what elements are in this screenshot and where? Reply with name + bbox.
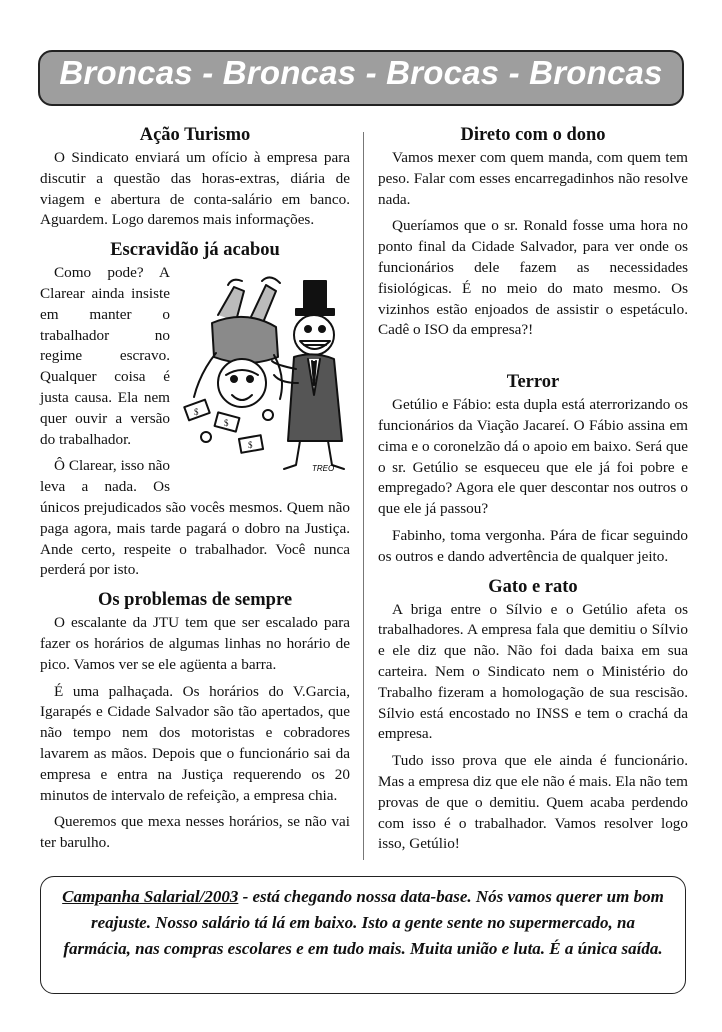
column-divider: [363, 132, 364, 860]
paragraph: Getúlio e Fábio: esta dupla está aterrorizando os funcionários da Viação Jacareí. O Fábio assina em cima e o coronelzão dá o apoio em baixo. Será que o sr. Getúlio se esqueceu que ele já foi pobre e empregado? Agora ele quer descontar nos outros o que ele já passou?: [378, 396, 688, 518]
section-title: Os problemas de sempre: [97, 590, 293, 611]
section-terror: [378, 369, 688, 567]
paragraph: Vamos mexer com quem manda, com quem tem peso. Falar com esses encarregadinhos não resolve nada.: [378, 149, 688, 208]
paragraph: É uma palhaçada. Os horários do V.Garcia, Igarapés e Cidade Salvador são tão apertados, que não tempo nem dos motoristas e cobradores lavarem as mãos. Depois que o funcionário sai da empresa e entra na Justiça requerendo os 20 minutos de intervalo de refeição, a empresa chia.: [40, 682, 350, 804]
cartoon-image: [176, 265, 350, 479]
paragraph: Fabinho, toma vergonha. Pára de ficar seguindo os outros e dando advertência de qualquer jeito.: [378, 526, 688, 565]
cartoon-signature: TREO: [312, 464, 335, 474]
section-title: Escravidão já acabou: [110, 240, 280, 261]
spacer: [378, 347, 688, 369]
campaign-box: [40, 876, 686, 994]
section-title: Terror: [506, 372, 560, 393]
section-title: Direto com o dono: [460, 125, 606, 145]
banner-title: Broncas - Broncas - Brocas - Broncas: [59, 54, 663, 91]
section-direto: [378, 122, 688, 341]
paragraph: Como pode? A Clarear ainda insiste em manter o trabalhador no regime escravo. Qualquer coisa é justa causa. Ela nem quer ouvir a versão do trabalhador.: [40, 264, 170, 448]
svg-text:$: $: [224, 418, 229, 429]
section-title: Ação Turismo: [139, 125, 251, 145]
right-column: [378, 122, 688, 861]
section-title: Gato e rato: [488, 576, 578, 597]
cartoon-illustration: [176, 265, 350, 489]
header-banner: [38, 50, 684, 106]
campaign-headline: Campanha Salarial/2003: [62, 887, 239, 906]
paragraph: O escalante da JTU tem que ser escalado para fazer os horários de algumas linhas no horário de pico. Vamos ver se ele agüenta a barra.: [40, 614, 350, 673]
section-escravidao: [40, 237, 350, 581]
svg-text:$: $: [248, 440, 253, 451]
campaign-body: - está chegando nossa data-base. Nós vamos querer um bom reajuste. Nosso salário tá lá em baixo. Isto a gente sente no supermercado, na farmácia, nas compras escolares e em tudo mais. Muita união e luta. É a única saída.: [63, 887, 664, 958]
svg-text:$: $: [194, 407, 199, 418]
paragraph: Queríamos que o sr. Ronald fosse uma hora no ponto final da Cidade Salvador, para ver onde os funcionários dele fazem as necessidades fisiológicas. É no meio do mato mesmo. Os vizinhos estão enjoados de assistir o espetáculo. Cadê o ISO da empresa?!: [378, 217, 688, 339]
paragraph: Tudo isso prova que ele ainda é funcionário. Mas a empresa diz que ele não é mais. Ela não tem provas de que o demitiu. Quem acaba perdendo com isso é o trabalhador. Vamos resolver logo isso, Getúlio!: [378, 752, 688, 853]
paragraph: A briga entre o Sílvio e o Getúlio afeta os trabalhadores. A empresa fala que demitiu o Sílvio e ele diz que não. Não foi dada baixa em sua carteira. Nem o Sindicato nem o Ministério do Trabalho fizeram a homologação de sua rescisão. Sílvio está encostado no INSS e tem o crachá da empresa.: [378, 600, 688, 743]
paragraph: Ô Clarear, isso não leva a nada. Os únicos prejudicados são vocês mesmos. Quem não paga agora, mais tarde pagará o dobro na Justiça. Ande certo, respeite o trabalhador. Você nunca perderá por isto.: [40, 457, 350, 579]
paragraph: O Sindicato enviará um ofício à empresa para discutir a questão das horas-extras, diária de viagem e abertura de conta-salário em banco. Aguardem. Logo daremos mais informações.: [40, 149, 350, 229]
left-column: [40, 122, 350, 860]
paragraph: Queremos que mexa nesses horários, se não vai ter barulho.: [40, 813, 350, 852]
section-acao-turismo: [40, 122, 350, 231]
section-problemas: [40, 587, 350, 854]
section-gato-rato: [378, 574, 688, 856]
